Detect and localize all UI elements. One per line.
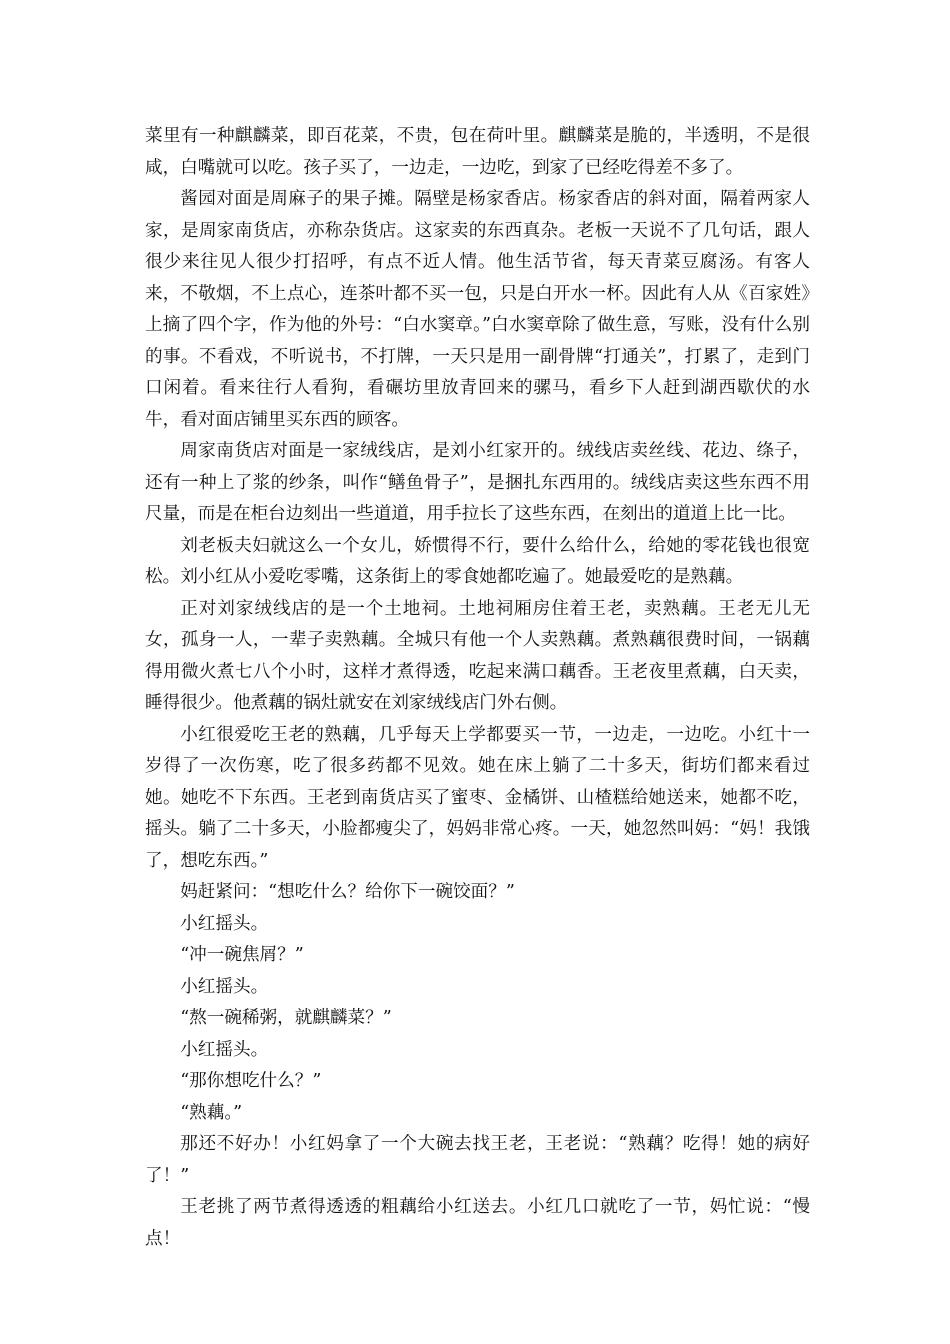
- paragraph-2: 酱园对面是周麻子的果子摊。隔壁是杨家香店。杨家香店的斜对面，隔着两家人家，是周家南货店，亦称杂货店。这家卖的东西真杂。老板一天说不了几句话，跟人很少来往见人很少打招呼，有点不近人情。他生活节省，每天青菜豆腐汤。有客人来，不敬烟，不上点心，连茶叶都不买一包，只是白开水一杯。因此有人从《百家姓》上摘了四个字，作为他的外号：“白水窦章。”白水窦章除了做生意，写账，没有什么别的事。不看戏，不听说书，不打牌，一天只是用一副骨牌“打通关”，打累了，走到门口闲着。看来往行人看狗，看碾坊里放青回来的骡马，看乡下人赶到湖西歇伏的水牛，看对面店铺里买东西的顾客。: [145, 189, 810, 430]
- paragraph-10: 小红摇头。: [180, 976, 269, 997]
- paragraph-6: 小红很爱吃王老的熟藕，几乎每天上学都要买一节，一边走，一边吃。小红十一岁得了一次伤寒，吃了很多药都不见效。她在床上躺了二十多天，街坊们都来看过她。她吃不下东西。王老到南货店买了蜜枣、金橘饼、山楂糕给她送来，她都不吃，摇头。躺了二十多天，小脸都瘦尖了，妈妈非常心疼。一天，她忽然叫妈：“妈！我饿了，想吃东西。”: [145, 724, 810, 871]
- paragraph-15: 那还不好办！小红妈拿了一个大碗去找王老，王老说：“熟藕？吃得！她的病好了！”: [145, 1134, 810, 1186]
- article-body: [145, 121, 810, 1255]
- paragraph-12: 小红摇头。: [180, 1039, 269, 1060]
- paragraph-4: 刘老板夫妇就这么一个女儿，娇惯得不行，要什么给什么，给她的零花钱也很宽松。刘小红从小爱吃零嘴，这条街上的零食她都吃遍了。她最爱吃的是熟藕。: [145, 535, 810, 587]
- paragraph-5: 正对刘家绒线店的是一个土地祠。土地祠厢房住着王老，卖熟藕。王老无儿无女，孤身一人，一辈子卖熟藕。全城只有他一个人卖熟藕。煮熟藕很费时间，一锅藕得用微火煮七八个小时，这样才煮得透，吃起来满口藕香。王老夜里煮藕，白天卖，睡得很少。他煮藕的锅灶就安在刘家绒线店门外右侧。: [145, 598, 810, 713]
- paragraph-14: “熟藕。”: [180, 1102, 243, 1123]
- paragraph-13: “那你想吃什么？”: [180, 1071, 322, 1091]
- paragraph-9: “冲一碗焦屑？”: [180, 945, 304, 965]
- paragraph-8: 小红摇头。: [180, 913, 269, 934]
- paragraph-1: 菜里有一种麒麟菜，即百花菜，不贵，包在荷叶里。麒麟菜是脆的，半透明，不是很咸，白嘴就可以吃。孩子买了，一边走，一边吃，到家了已经吃得差不多了。: [145, 126, 810, 178]
- paragraph-11: “熬一碗稀粥，就麒麟菜？”: [180, 1008, 392, 1028]
- paragraph-3: 周家南货店对面是一家绒线店，是刘小红家开的。绒线店卖丝线、花边、绦子，还有一种上了浆的纱条，叫作“鳝鱼骨子”，是捆扎东西用的。绒线店卖这些东西不用尺量，而是在柜台边刻出一些道道，用手拉长了这些东西，在刻出的道道上比一比。: [145, 441, 810, 524]
- paragraph-7: 妈赶紧问：“想吃什么？给你下一碗饺面？”: [180, 882, 515, 902]
- paragraph-16: 王老挑了两节煮得透透的粗藕给小红送去。小红几口就吃了一节，妈忙说：“慢点！: [145, 1197, 810, 1249]
